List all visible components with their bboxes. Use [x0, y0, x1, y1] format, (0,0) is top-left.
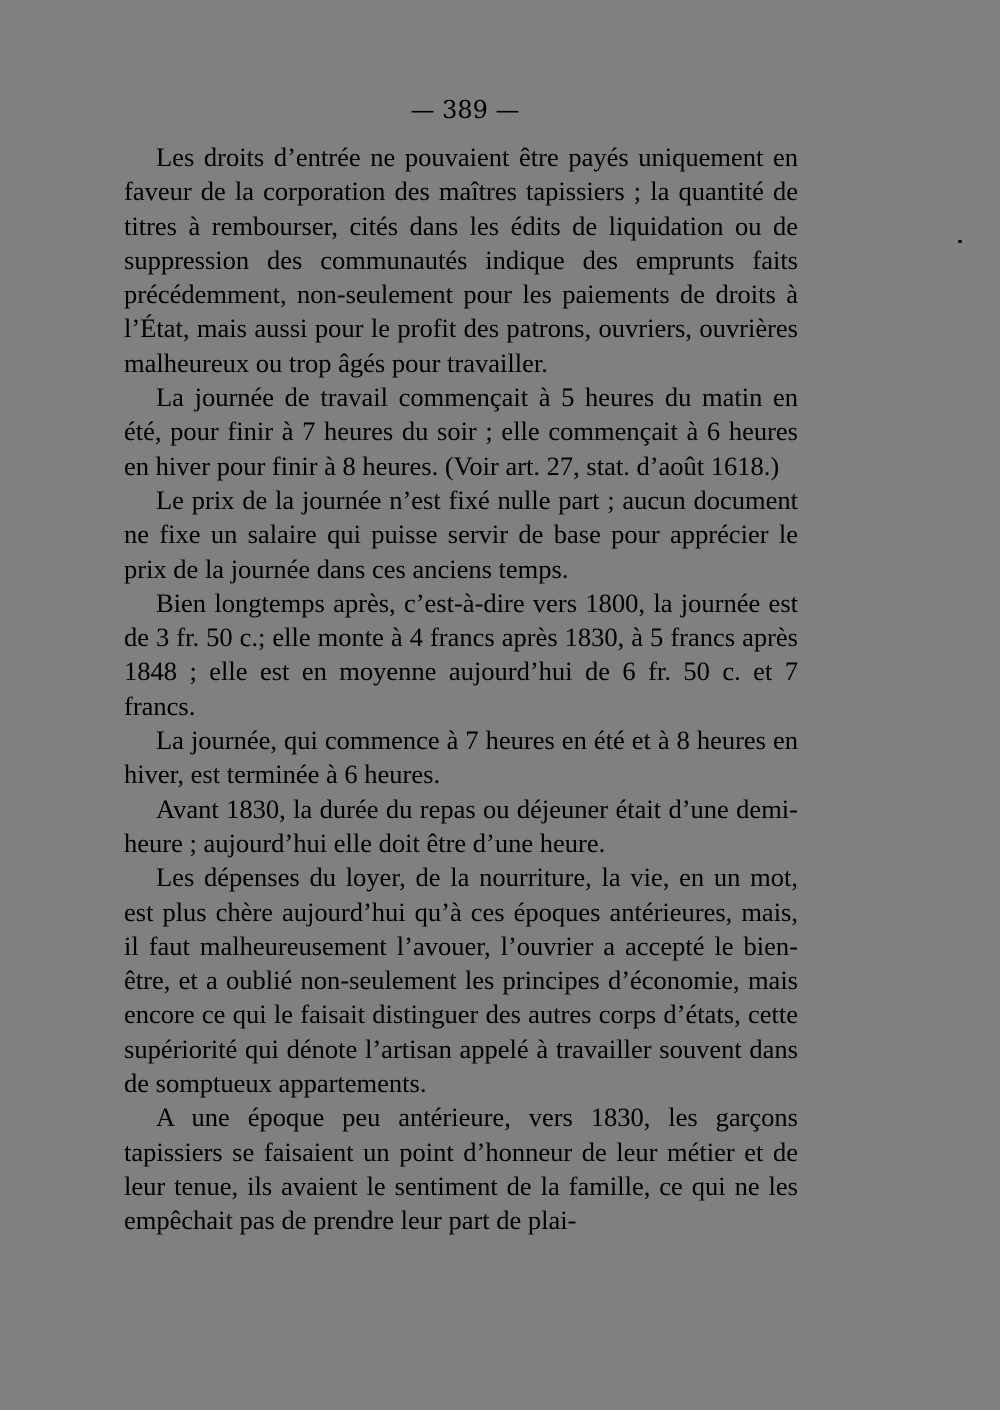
scan-speck — [958, 240, 962, 243]
page-number: — 389 — — [410, 96, 520, 124]
paragraph-8: A une époque peu antérieure, vers 1830, les garçons tapissiers se faisaient un point d’honneur de leur métier et de leur tenue, ils avaient le sentiment de la famille, ce qui ne les empêchait pas de prendre leur part de plai- — [124, 1102, 798, 1236]
paragraph-3: Le prix de la journée n’est fixé nulle part ; aucun document ne fixe un salaire qui puisse servir de base pour apprécier le prix de la journée dans ces anciens temps. — [124, 484, 798, 584]
paragraph-7: Les dépenses du loyer, de la nourriture, la vie, en un mot, est plus chère aujourd’hui qu’à ces époques antérieures, mais, il faut malheureusement l’avouer, l’ouvrier a accepté le bien-être, et a oublié non-seulement les principes d’économie, mais encore ce qui le faisait distinguer des autres corps d’états, cette supériorité qui dénote l’artisan appelé à travailler souvent dans de somptueux appartements. — [124, 862, 798, 1099]
paragraph-5: La journée, qui commence à 7 heures en été et à 8 heures en hiver, est terminée à 6 heures. — [124, 725, 798, 790]
paragraph-1: Les droits d’entrée ne pouvaient être payés uniquement en faveur de la corporation des maîtres tapissiers ; la quantité de titres à rembourser, cités dans les édits de liquidation ou de suppression des communautés indique des emprunts faits précédemment, non-seulement pour les paiements de droits à l’État, mais aussi pour le profit des patrons, ouvriers, ouvrières malheureux ou trop âgés pour travailler. — [124, 142, 798, 378]
paragraph-2: La journée de travail commençait à 5 heures du matin en été, pour finir à 7 heures du soir ; elle commençait à 6 heures en hiver pour finir à 8 heures. (Voir art. 27, stat. d’août 1618.) — [124, 382, 798, 481]
body-text — [124, 140, 798, 1238]
paragraph-4: Bien longtemps après, c’est-à-dire vers 1800, la journée est de 3 fr. 50 c.; elle monte à 4 francs après 1830, à 5 francs après 1848 ; elle est en moyenne aujourd’hui de 6 fr. 50 c. et 7 francs. — [124, 587, 798, 721]
paragraph-6: Avant 1830, la durée du repas ou déjeuner était d’une demi-heure ; aujourd’hui elle doit être d’une heure. — [124, 793, 798, 858]
